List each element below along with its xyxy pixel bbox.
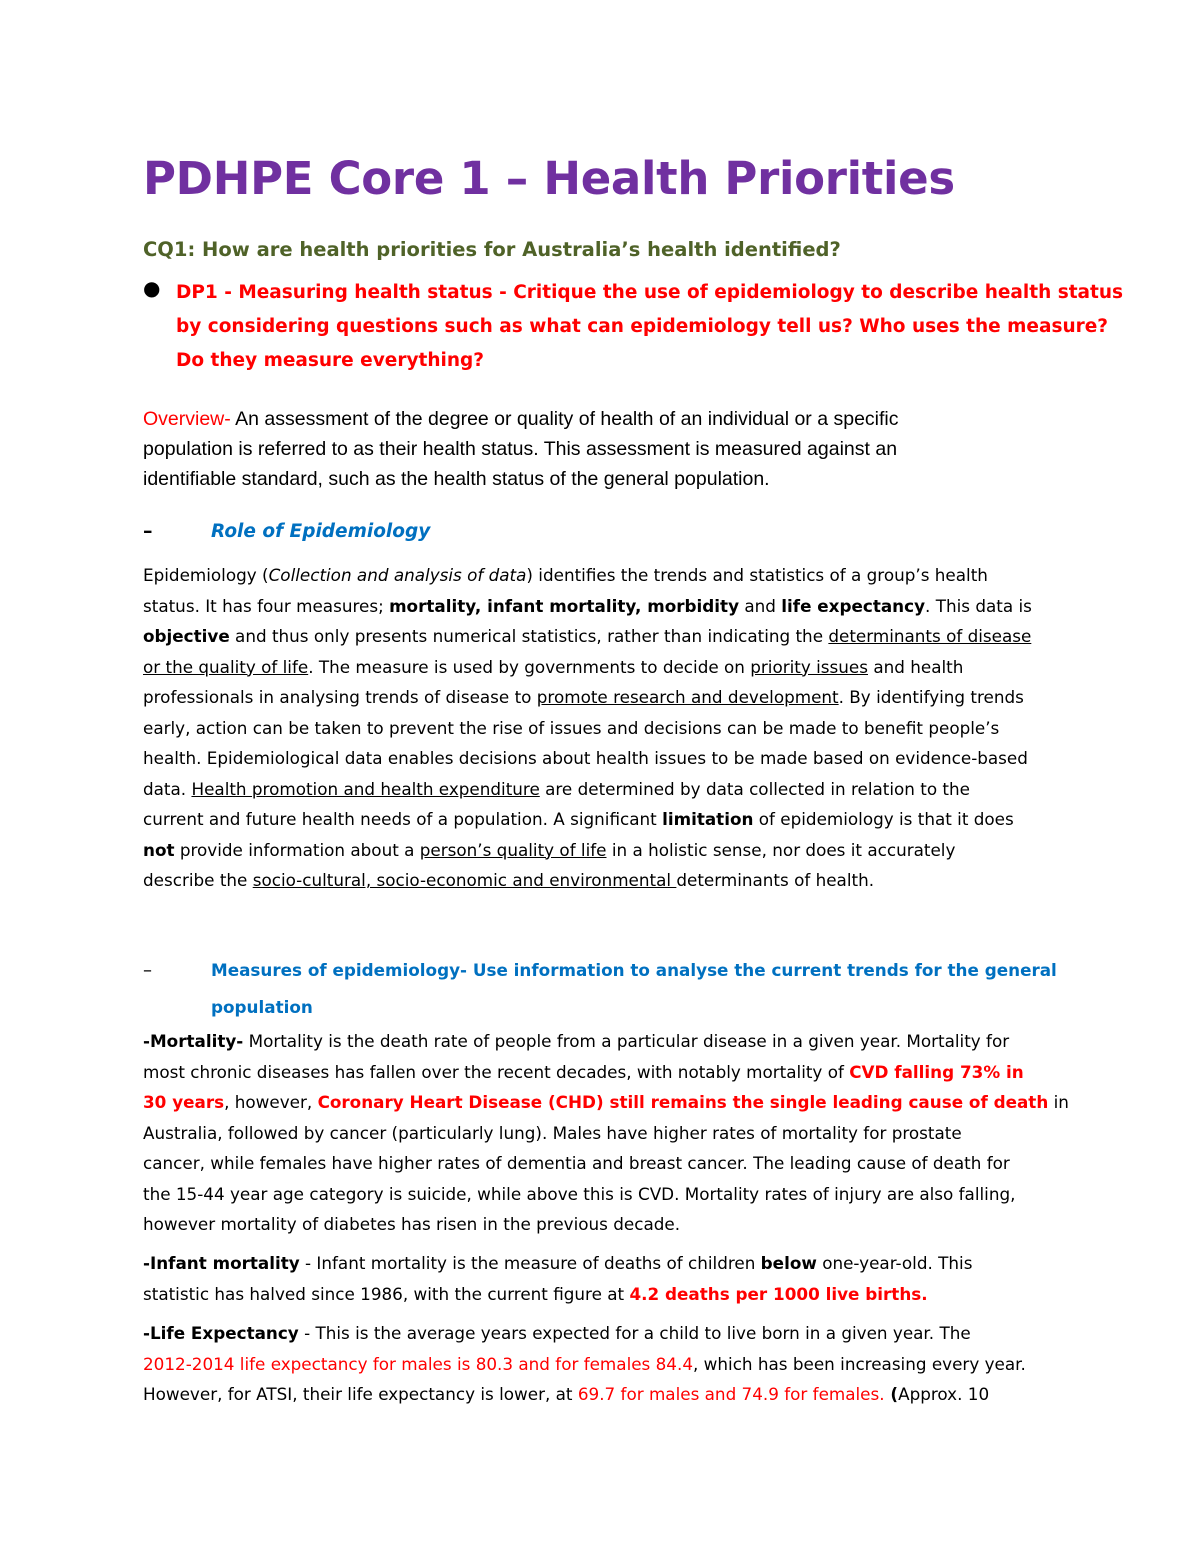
text-span: not (143, 839, 175, 860)
text-span: , however, (224, 1092, 318, 1112)
overview-label: Overview- (143, 408, 231, 430)
text-span: professionals in analysing trends of disease to (143, 687, 537, 707)
text-span: and health (868, 656, 964, 677)
text-line: health. Epidemiological data enables decisions about health issues to be made based on evidence-based (143, 748, 1028, 768)
text-span: - Infant mortality is the measure of deaths of children (299, 1253, 761, 1273)
text-span: 2012-2014 life expectancy for males is 80.3 and for females 84.4 (143, 1353, 693, 1374)
content-question-heading: CQ1: How are health priorities for Australia’s health identified? (143, 238, 841, 261)
text-span: CVD falling 73% in (849, 1061, 1024, 1082)
text-line: early, action can be taken to prevent the rise of issues and decisions can be made to benefit people’s (143, 717, 1000, 738)
text-span: socio-cultural, socio-economic and environmental (252, 870, 677, 890)
text-span: Coronary Heart Disease (CHD) still remains the single leading cause of death (317, 1092, 1049, 1112)
overview-text: An assessment of the degree or quality of health of an individual or a specific (230, 408, 899, 430)
text-span: Approx. 10 (898, 1384, 990, 1404)
dot-point-line: DP1 - Measuring health status - Critique the use of epidemiology to describe health status (176, 282, 1124, 303)
infant-mortality-paragraph (143, 1248, 1073, 1309)
text-span: priority issues (750, 656, 868, 677)
text-span: - This is the average years expected for a child to live born in a given year. The (298, 1323, 971, 1343)
text-span: . This data is (925, 595, 1032, 616)
text-span: 4.2 deaths per 1000 live births. (629, 1283, 928, 1304)
text-line: the 15-44 year age category is suicide, while above this is CVD. Mortality rates of injury are also falling, (143, 1183, 1016, 1204)
overview-text: population is referred to as their health status. This assessment is measured against an (143, 438, 898, 460)
text-span: objective (143, 626, 230, 646)
life-expectancy-paragraph (143, 1318, 1073, 1410)
text-span: in a holistic sense, nor does it accurately (606, 839, 956, 860)
measures-heading-text: population (211, 997, 313, 1017)
text-span: and thus only presents numerical statistics, rather than indicating the (229, 626, 829, 646)
epidemiology-paragraph (143, 560, 1073, 896)
dot-point-line: Do they measure everything? (176, 350, 485, 371)
role-heading-text: Role of Epidemiology (211, 521, 431, 542)
measures-heading-text: Measures of epidemiology- Use information to analyse the current trends for the general (211, 960, 1057, 980)
text-span: one-year-old. This (816, 1253, 973, 1273)
text-span: mortality, infant mortality, morbidity (389, 595, 740, 616)
page-title: PDHPE Core 1 – Health Priorities (143, 152, 955, 205)
text-span: -Infant mortality (143, 1253, 300, 1273)
text-span: . The measure is used by governments to decide on (308, 656, 751, 677)
text-span: Health promotion and health expenditure (191, 778, 540, 799)
text-span: Mortality is the death rate of people from a particular disease in a given year. Mortality for (243, 1031, 1010, 1051)
text-span: person’s quality of life (419, 839, 607, 860)
text-span: of epidemiology is that it does (753, 809, 1014, 829)
text-span: provide information about a (174, 839, 420, 860)
text-span: Collection and analysis of data (268, 565, 527, 585)
mortality-paragraph (143, 1026, 1073, 1240)
text-span: 69.7 for males and 74.9 for females. (577, 1384, 885, 1404)
text-span: ( (884, 1384, 899, 1404)
overview-paragraph (143, 404, 1043, 494)
text-span: are determined by data collected in relation to the (539, 778, 970, 799)
text-span: or the quality of life (143, 656, 309, 677)
text-span: 30 years (143, 1092, 225, 1112)
text-span: below (760, 1253, 817, 1273)
text-line: cancer, while females have higher rates of dementia and breast cancer. The leading cause of death for (143, 1153, 1010, 1173)
text-span: Epidemiology ( (143, 565, 269, 585)
text-span: limitation (662, 809, 754, 829)
text-span: statistic has halved since 1986, with the current figure at (143, 1283, 630, 1304)
text-span: life expectancy (781, 595, 926, 616)
text-span: -Life Expectancy (143, 1323, 299, 1343)
dot-point-text (176, 276, 1124, 378)
dot-point-line: by considering questions such as what can epidemiology tell us? Who uses the measure? (176, 316, 1109, 337)
text-line: Australia, followed by cancer (particularly lung). Males have higher rates of mortality for prostate (143, 1122, 962, 1143)
text-span: However, for ATSI, their life expectancy is lower, at (143, 1384, 578, 1404)
dash-bullet-icon: – (143, 960, 152, 981)
overview-text: identifiable standard, such as the health status of the general population. (143, 468, 770, 490)
text-span: status. It has four measures; (143, 595, 390, 616)
bullet-icon: ● (143, 276, 161, 300)
text-span: determinants of health. (676, 870, 875, 890)
text-span: describe the (143, 870, 253, 890)
text-span: ) identifies the trends and statistics of a group’s health (526, 565, 988, 585)
dash-bullet-icon: – (143, 520, 153, 542)
text-span: -Mortality- (143, 1031, 244, 1051)
text-span: current and future health needs of a population. A significant (143, 809, 663, 829)
text-span: . By identifying trends (838, 687, 1024, 707)
text-span: , which has been increasing every year. (693, 1353, 1026, 1374)
text-span: in (1048, 1092, 1069, 1112)
text-span: promote research and development (536, 687, 839, 707)
measures-section-heading (143, 952, 1063, 1025)
text-line: however mortality of diabetes has risen in the previous decade. (143, 1214, 681, 1234)
text-span: most chronic diseases has fallen over the recent decades, with notably mortality of (143, 1061, 850, 1082)
text-span: and (739, 595, 782, 616)
role-section-heading (143, 520, 430, 542)
text-span: data. (143, 778, 192, 799)
text-span: determinants of disease (828, 626, 1032, 646)
